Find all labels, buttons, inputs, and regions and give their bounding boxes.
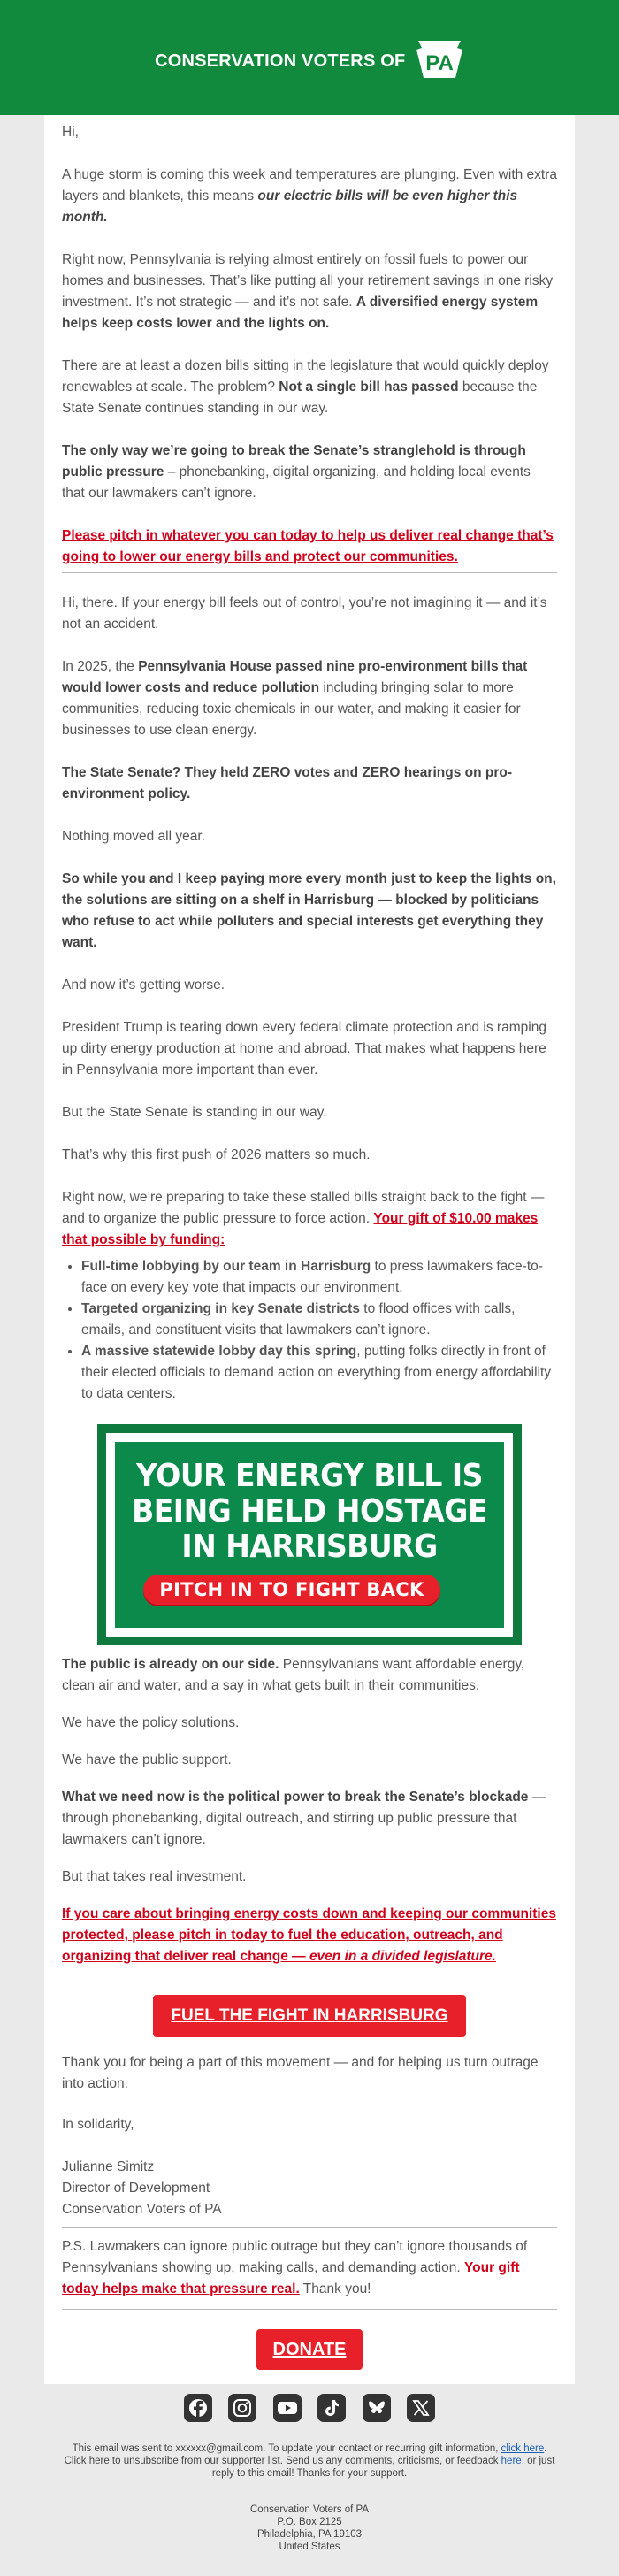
- facebook-icon[interactable]: [183, 2393, 213, 2423]
- greeting: Hi,: [62, 125, 79, 140]
- divider: [62, 572, 557, 573]
- list-item: • Full-time lobbying by our team in Harrisburg to press lawmakers face-to-face on every key vote that impacts our environment.: [81, 1256, 557, 1299]
- care-link[interactable]: If you care about bringing energy costs down and keeping our communities protected, please pitch in today to fuel the education, outreach, and organizing that deliver real change — even in a divided legislature.: [62, 1906, 556, 1964]
- paragraph-senate-in-way: But the State Senate is standing in our way.: [62, 1105, 327, 1120]
- paragraph-thanks: Thank you for being a part of this movement — and for helping us turn outrage into action.: [62, 2055, 539, 2091]
- header-banner: [0, 0, 619, 115]
- section-1: [62, 122, 557, 568]
- banner-headline-2: BEING HELD HOSTAGE: [132, 1491, 487, 1530]
- paragraph-investment: But that takes real investment.: [62, 1869, 247, 1884]
- signature-title: Director of Development: [62, 2181, 210, 2196]
- banner-headline-3: IN HARRISBURG: [181, 1527, 438, 1565]
- paragraph-gift-amount: Right now, we’re preparing to take these stalled bills straight back to the fight — and to organize the public pressure to force action. Your gift of $10.00 makes that possible by funding:: [62, 1190, 545, 1247]
- address-org: Conservation Voters of PA: [249, 2504, 370, 2515]
- feedback-link[interactable]: here: [501, 2456, 522, 2466]
- paragraph-fossil-fuels: Right now, Pennsylvania is relying almost entirely on fossil fuels to power our homes and businesses. That’s like putting all your retirement savings in one risky investment. It’s not strategic — and it’s not safe. A diversified energy system helps keep costs lower and the lights on.: [62, 252, 554, 331]
- paragraph-house-passed: In 2025, the Pennsylvania House passed nine pro-environment bills that would lower costs and reduce pollution including bringing solar to more communities, reducing toxic chemicals in our water, and making it easier for businesses to use clean energy.: [62, 659, 528, 738]
- instagram-icon[interactable]: [227, 2393, 257, 2423]
- paragraph-care-link: [62, 1904, 557, 1967]
- paragraph-political-power: What we need now is the political power to break the Senate’s blockade — through phonebanking, digital outreach, and stirring up public pressure that lawmakers can’t ignore.: [62, 1790, 546, 1847]
- fuel-the-fight-button[interactable]: FUEL THE FIGHT IN HARRISBURG: [153, 1995, 466, 2037]
- donate-button[interactable]: DONATE: [256, 2329, 363, 2370]
- x-icon[interactable]: [406, 2393, 436, 2423]
- funding-list: [62, 1256, 557, 1405]
- pitch-in-link[interactable]: Please pitch in whatever you can today to help us deliver real change that’s going to lower our energy bills and protect our communities.: [62, 528, 554, 564]
- banner-headline-1: YOUR ENERGY BILL IS: [136, 1456, 483, 1494]
- bluesky-icon[interactable]: [362, 2393, 392, 2423]
- youtube-icon[interactable]: [272, 2393, 302, 2423]
- section-closing: [62, 2052, 557, 2220]
- energy-bill-banner[interactable]: [97, 1424, 522, 1645]
- state-label: PA: [425, 51, 454, 75]
- address-city: Philadelphia, PA 19103: [256, 2529, 363, 2540]
- tiktok-icon[interactable]: [317, 2393, 347, 2423]
- email-body-card: [44, 115, 575, 2384]
- paragraph-solutions-shelf: So while you and I keep paying more every month just to keep the lights on, the solutions are sitting on a shelf in Harrisburg — blocked by politicians who refuse to act while polluters and special interests get everything they want.: [62, 871, 556, 950]
- section-2: [62, 593, 557, 1405]
- paragraph-storm: A huge storm is coming this week and temperatures are plunging. Even with extra layers and blankets, this means our electric bills will be even higher this month.: [62, 167, 558, 225]
- paragraph-public-pressure: The only way we’re going to break the Senate’s stranglehold is through public pressure – phonebanking, digital organizing, and holding local events that our lawmakers can’t ignore.: [62, 443, 531, 501]
- list-item: • Targeted organizing in key Senate districts to flood offices with calls, emails, and constituent visits that lawmakers can’t ignore.: [81, 1299, 557, 1341]
- paragraph-pitch-in: [62, 525, 557, 568]
- paragraph-first-push: That’s why this first push of 2026 matters so much.: [62, 1147, 371, 1162]
- paragraph-policy: We have the policy solutions.: [62, 1715, 240, 1730]
- list-item: • A massive statewide lobby day this spring, putting folks directly in front of their elected officials to demand action on everything from energy affordability to data centers.: [81, 1341, 557, 1405]
- signature-name: Julianne Simitz: [62, 2159, 155, 2174]
- paragraph-trump: President Trump is tearing down every federal climate protection and is ramping up dirty energy production at home and abroad. That makes what happens here in Pennsylvania more important than ever.: [62, 1020, 546, 1077]
- paragraph-bills: There are at least a dozen bills sitting in the legislature that would quickly deploy renewables at scale. The problem? Not a single bill has passed because the State Senate continues standing in our way.: [62, 358, 549, 416]
- divider: [62, 2309, 557, 2310]
- paragraph-energy-bill: Hi, there. If your energy bill feels out of control, you’re not imagining it — and it’s not an accident.: [62, 595, 547, 632]
- address-country: United States: [279, 2542, 340, 2552]
- divider: [62, 2227, 557, 2228]
- signoff: In solidarity,: [62, 2117, 134, 2132]
- address-po-box: P.O. Box 2125: [277, 2517, 342, 2527]
- footer-notice: This email was sent to xxxxxx@gmail.com. To update your contact or recurring gift information, click here. Click here to unsubscribe from our supporter list. Send us any comments, criticisms, or feedback here, or just reply to this email! Thanks for your support.: [64, 2443, 555, 2479]
- logo[interactable]: [0, 39, 619, 84]
- section-ps: [62, 2236, 557, 2300]
- keystone-icon: [415, 39, 464, 84]
- social-links: [0, 2393, 619, 2423]
- paragraph-public-side: The public is already on our side. Pennsylvanians want affordable energy, clean air and water, and a say in what gets built in their communities.: [62, 1657, 525, 1693]
- update-info-link[interactable]: click here: [501, 2443, 545, 2454]
- section-3: [62, 1654, 557, 1967]
- paragraph-support: We have the public support.: [62, 1752, 232, 1767]
- paragraph-ps: P.S. Lawmakers can ignore public outrage but they can’t ignore thousands of Pennsylvanians showing up, making calls, and demanding action. Your gift today helps make that pressure real. Thank you!: [62, 2239, 528, 2296]
- ps-gift-link[interactable]: Your gift today helps make that pressure real.: [62, 2260, 520, 2296]
- paragraph-senate-zero: The State Senate? They held ZERO votes and ZERO hearings on pro-environment policy.: [62, 765, 512, 801]
- paragraph-nothing-moved: Nothing moved all year.: [62, 829, 205, 844]
- gift-amount-link[interactable]: Your gift of $10.00 makes that possible by funding:: [62, 1211, 539, 1247]
- banner-cta[interactable]: PITCH IN TO FIGHT BACK: [143, 1575, 440, 1605]
- signature-org: Conservation Voters of PA: [62, 2202, 222, 2217]
- footer-address: [0, 2503, 619, 2553]
- paragraph-getting-worse: And now it’s getting worse.: [62, 978, 225, 993]
- org-name: CONSERVATION VOTERS OF: [155, 51, 406, 71]
